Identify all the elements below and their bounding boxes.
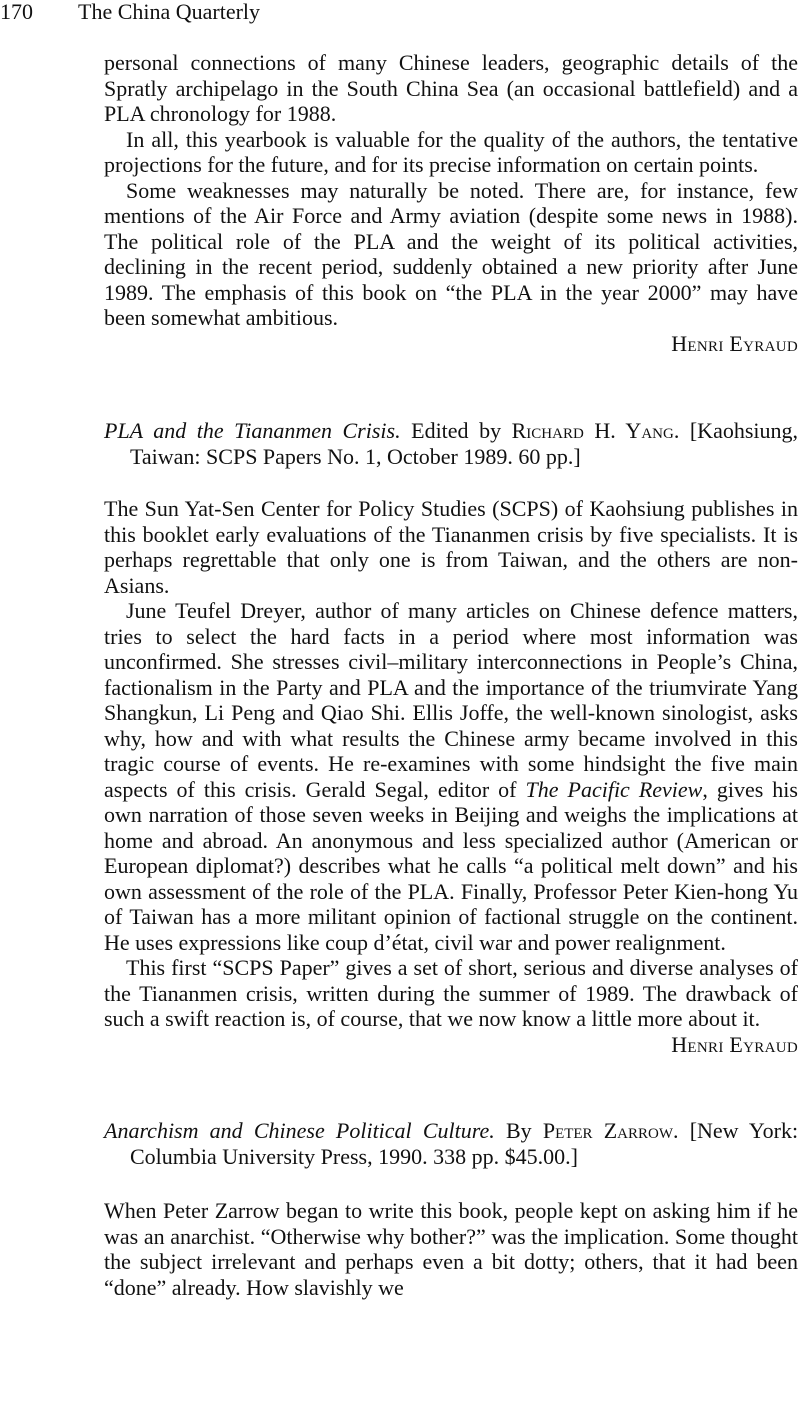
- section-spacer: [104, 1169, 798, 1198]
- review2-book-title: PLA and the Tiananmen Crisis.: [104, 418, 401, 443]
- review3-author: Peter Zarrow.: [542, 1118, 679, 1143]
- review2-reviewer: Henri Eyraud: [671, 1031, 798, 1057]
- review2-heading: [104, 418, 798, 469]
- review3-book-title: Anarchism and Chinese Political Culture.: [104, 1118, 495, 1143]
- review2-publication: [Kaohsiung, Taiwan: SCPS Papers No. 1, October 1989. 60 pp.]: [130, 418, 799, 469]
- review1-paragraph-3: Some weaknesses may naturally be noted. There are, for instance, few mentions of the Air Force and Army aviation (despite some news in 1988). The political role of the PLA and the weight of its political activities, declining in the recent period, suddenly obtained a new priority after June 1989. The emphasis of this book on “the PLA in the year 2000” may have been somewhat ambitious.: [104, 177, 798, 330]
- review3-heading: [104, 1118, 798, 1169]
- review2-paragraph-2: [104, 598, 798, 955]
- review3-publication: [New York: Columbia University Press, 1990. 338 pp. $45.00.]: [130, 1118, 799, 1169]
- review2-paragraph-3: This first “SCPS Paper” gives a set of short, serious and diverse analyses of the Tiananmen crisis, written during the summer of 1989. The drawback of such a swift reaction is, of course, that we now know a little more about it.: [104, 955, 798, 1031]
- review1-reviewer: Henri Eyraud: [671, 330, 798, 356]
- section-spacer: [104, 469, 798, 496]
- review2-paragraph-2-text-b: , gives his own narration of those seven weeks in Beijing and weighs the implications at home and abroad. An anonymous and less specialized author (American or European diplomat?) describes what he calls “a political melt down” and his own assessment of the role of the PLA. Finally, Professor Peter Kien-hong Yu of Taiwan has a more militant opinion of factional struggle on the continent. He uses expressions like coup d’état, civil war and power realignment.: [104, 776, 798, 955]
- review3-by: By: [505, 1118, 532, 1143]
- running-head: [0, 0, 800, 28]
- review2-edited-by: Edited by: [411, 418, 502, 443]
- section-spacer: [104, 1057, 798, 1118]
- page-number: 170: [0, 0, 33, 24]
- page-body: [104, 50, 798, 1300]
- section-spacer: [104, 356, 798, 418]
- review1-paragraph-1: personal connections of many Chinese leaders, geographic details of the Spratly archipelago in the South China Sea (an occasional battlefield) and a PLA chronology for 1988.: [104, 50, 798, 126]
- journal-title: The China Quarterly: [78, 0, 261, 24]
- review1-paragraph-2: In all, this yearbook is valuable for the quality of the authors, the tentative projections for the future, and for its precise information on certain points.: [104, 126, 798, 177]
- review2-editor: Richard H. Yang.: [511, 418, 680, 443]
- review2-journal-title: The Pacific Review: [525, 776, 703, 802]
- review2-paragraph-2-text-a: June Teufel Dreyer, author of many articles on Chinese defence matters, tries to select the hard facts in a period where most information was unconfirmed. She stresses civil–military interconnections in People’s China, factionalism in the Party and PLA and the importance of the triumvirate Yang Shangkun, Li Peng and Qiao Shi. Ellis Joffe, the well-known sinologist, asks why, how and with what results the Chinese army became involved in this tragic course of events. He re-examines with some hindsight the five main aspects of this crisis. Gerald Segal, editor of: [104, 598, 798, 802]
- review2-paragraph-1: The Sun Yat-Sen Center for Policy Studies (SCPS) of Kaohsiung publishes in this booklet early evaluations of the Tiananmen crisis by five specialists. It is perhaps regrettable that only one is from Taiwan, and the others are non-Asians.: [104, 496, 798, 598]
- review3-paragraph-1: When Peter Zarrow began to write this book, people kept on asking him if he was an anarchist. “Otherwise why bother?” was the implication. Some thought the subject irrelevant and perhaps even a bit dotty; others, that it had been “done” already. How slavishly we: [104, 1198, 798, 1300]
